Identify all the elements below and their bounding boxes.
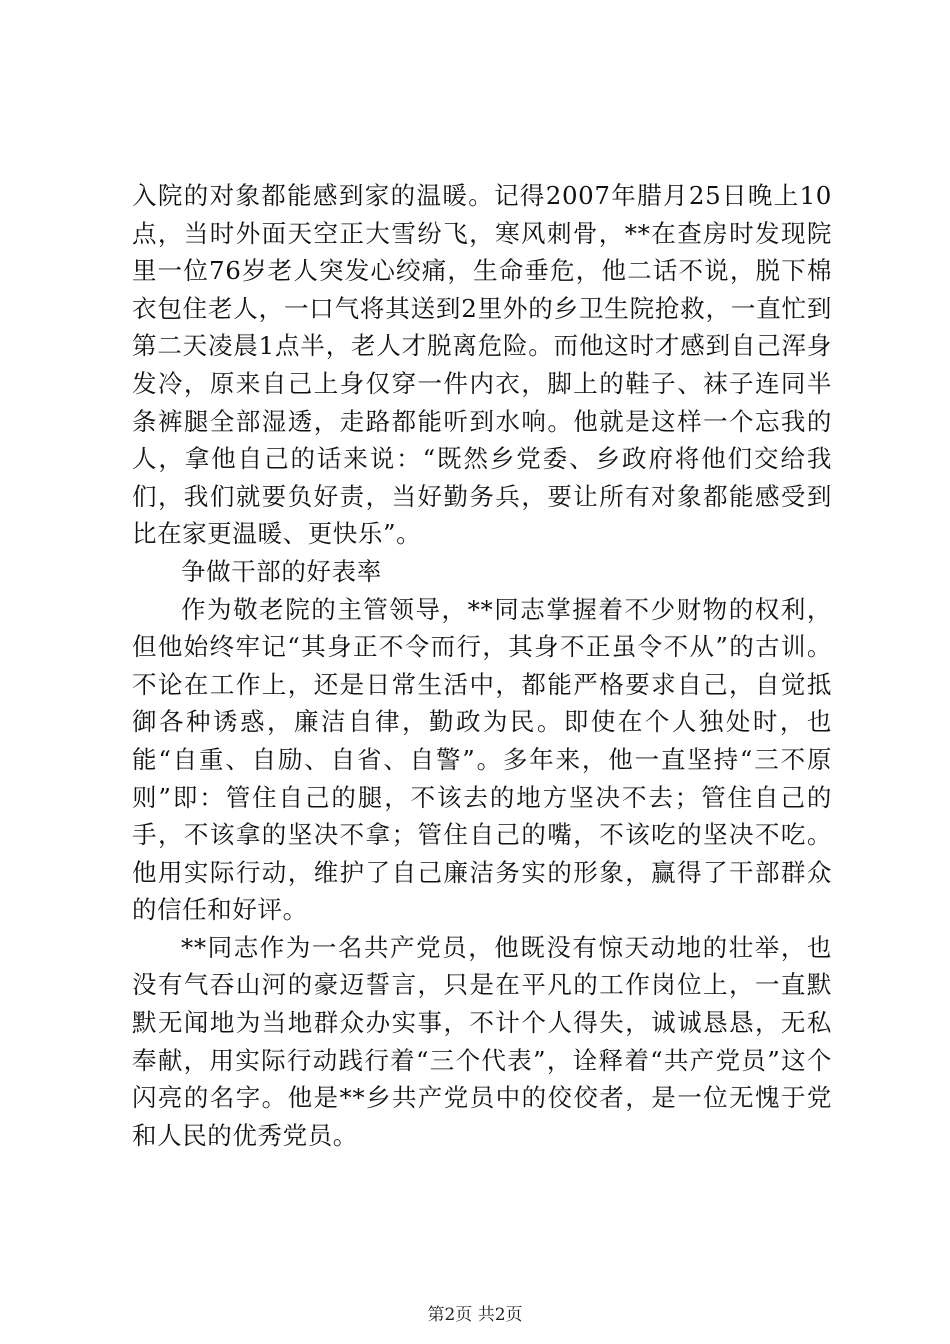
paragraph: 作为敬老院的主管领导，**同志掌握着不少财物的权利，但他始终牢记“其身正不令而行，其身不正虽令不从”的古训。不论在工作上，还是日常生活中，都能严格要求自己，自觉抵御各种诱惑，廉洁自律，勤政为民。即使在个人独处时，也能“自重、自励、自省、自警”。多年来，他一直坚持“三不原则”即：管住自己的腿，不该去的地方坚决不去；管住自己的手，不该拿的坚决不拿；管住自己的嘴，不该吃的坚决不吃。他用实际行动，维护了自己廉洁务实的形象，赢得了干部群众的信任和好评。 <box>132 594 832 925</box>
paragraph: **同志作为一名共产党员，他既没有惊天动地的壮举，也没有气吞山河的豪迈誓言，只是在平凡的工作岗位上，一直默默无闻地为当地群众办实事，不计个人得失，诚诚恳恳，无私奉献，用实际行动践行着“三个代表”，诠释着“共产党员”这个闪亮的名字。他是**乡共产党员中的佼佼者，是一位无愧于党和人民的优秀党员。 <box>132 932 832 1150</box>
body-text <box>132 177 832 1154</box>
section-heading: 争做干部的好表率 <box>181 556 382 586</box>
page-footer: 第2页 共2页 <box>427 1305 523 1325</box>
paragraph-continuation: 入院的对象都能感到家的温暖。记得2007年腊月25日晚上10点，当时外面天空正大雪纷飞，寒风刺骨，**在查房时发现院里一位76岁老人突发心绞痛，生命垂危，他二话不说，脱下棉衣包住老人，一口气将其送到2里外的乡卫生院抢救，一直忙到第二天凌晨1点半，老人才脱离危险。而他这时才感到自己浑身发冷，原来自己上身仅穿一件内衣，脚上的鞋子、袜子连同半条裤腿全部湿透，走路都能听到水响。他就是这样一个忘我的人，拿他自己的话来说：“既然乡党委、乡政府将他们交给我们，我们就要负好责，当好勤务兵，要让所有对象都能感受到比在家更温暖、更快乐”。 <box>132 181 832 549</box>
